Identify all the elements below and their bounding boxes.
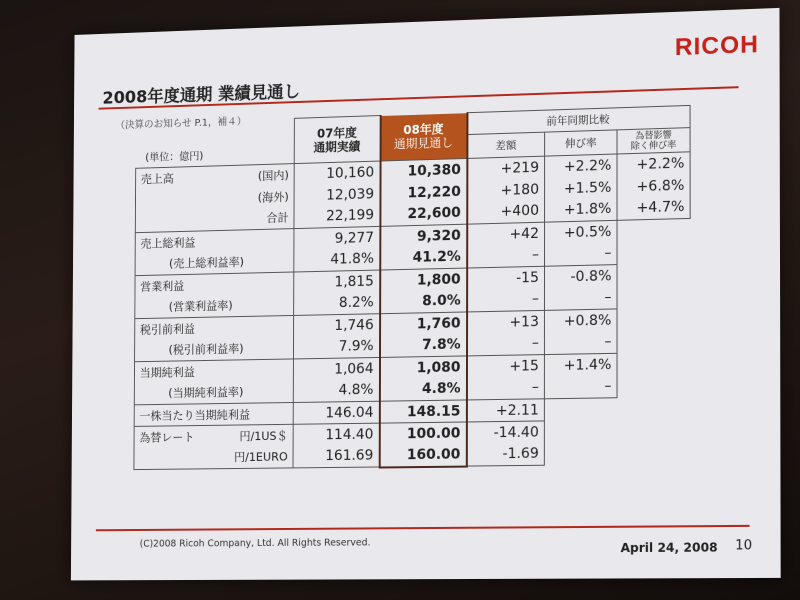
value-diff: -14.40 — [466, 421, 544, 444]
header-07-line2: 通期実績 — [313, 138, 361, 155]
header-fx-line1: 為替影響 — [635, 130, 672, 142]
row-label-wrap — [140, 319, 288, 338]
value-08: 160.00 — [379, 444, 466, 467]
value-rate: +1.4% — [544, 353, 617, 376]
value-fx: +4.7% — [617, 196, 690, 220]
value-07: 161.69 — [293, 445, 379, 468]
row-label-wrap — [140, 253, 288, 272]
value-rate: – — [544, 376, 617, 399]
value-diff: +219 — [467, 156, 545, 180]
value-08: 7.8% — [380, 334, 467, 358]
header-07 — [294, 116, 380, 164]
value-rate: +1.8% — [545, 198, 617, 222]
row-label-wrap — [139, 428, 288, 446]
row-label: 為替レート — [139, 429, 195, 445]
value-fx: +6.8% — [617, 174, 690, 198]
value-diff: +180 — [500, 181, 540, 199]
value-07: 12,039 — [294, 183, 380, 207]
header-diff: 差額 — [467, 132, 545, 158]
value-diff: +400 — [467, 200, 545, 224]
header-07-line1: 07年度 — [317, 125, 357, 141]
row-label-wrap — [140, 275, 288, 294]
row-label-wrap — [141, 188, 289, 208]
value-08: 9,320 — [380, 224, 467, 248]
slide-date: April 24, 2008 — [620, 540, 718, 556]
value-07: 4.8% — [293, 379, 379, 402]
value-08: 22,600 — [380, 202, 467, 226]
value-08: 100.00 — [379, 422, 466, 445]
row-label: 売上総利益 — [140, 235, 196, 251]
value-08: 8.0% — [380, 290, 467, 314]
header-08-line1: 08年度 — [403, 122, 444, 138]
header-fx — [617, 128, 690, 154]
row-sublabel: 円/1US＄ — [239, 428, 288, 444]
header-08 — [380, 113, 467, 161]
value-rate: +0.8% — [544, 309, 617, 333]
header-yoy: 前年同期比較 — [467, 105, 690, 134]
forecast-table — [133, 105, 690, 471]
value-rate: +0.5% — [545, 220, 617, 244]
header-fx-line2: 除く伸び率 — [630, 140, 677, 152]
row-label-wrap — [140, 297, 288, 316]
row-label-cell — [134, 446, 293, 469]
value-07: 7.9% — [293, 336, 379, 359]
page-number: 10 — [735, 538, 753, 554]
value-rate: – — [545, 242, 618, 266]
row-sublabel: 合計 — [266, 210, 289, 226]
row-label: (売上総利益率) — [168, 255, 244, 271]
row-label: 営業利益 — [140, 278, 185, 294]
row-label-wrap — [141, 210, 289, 230]
value-07: 10,160 — [294, 161, 380, 185]
unit-cell — [136, 118, 295, 168]
value-rate: +2.2% — [545, 154, 617, 178]
row-label: (税引前利益率) — [168, 341, 244, 357]
row-label-wrap — [140, 340, 288, 358]
row-label: (当期純利益率) — [168, 385, 244, 401]
row-label: 売上高 — [140, 171, 174, 186]
row-label-wrap — [141, 167, 289, 187]
value-diff: +42 — [467, 222, 545, 246]
copyright-text: (C)2008 Ricoh Company, Ltd. All Rights Reserved. — [139, 537, 371, 550]
row-sublabel: 円/1EURO — [233, 449, 288, 465]
row-label-wrap — [140, 362, 288, 380]
row-label: 当期純利益 — [139, 364, 195, 380]
value-07: 9,277 — [294, 226, 380, 250]
row-label-cell — [134, 424, 293, 448]
value-07: 41.8% — [294, 248, 380, 272]
unit-label: (単位：億円) — [145, 150, 204, 164]
value-08: 4.8% — [379, 378, 466, 401]
value-07: 8.2% — [294, 292, 380, 316]
row-label-cell — [135, 315, 294, 340]
value-rate: +1.5% — [545, 176, 617, 200]
header-rate: 伸び率 — [545, 130, 617, 156]
value-08: 41.2% — [380, 246, 467, 270]
source-note: （決算のお知らせ P.1，補４） — [115, 116, 247, 132]
table-body — [134, 152, 690, 470]
value-diff: +15 — [466, 355, 544, 378]
row-label-cell — [135, 294, 294, 319]
value-07: 1,064 — [293, 357, 379, 380]
value-08: 12,220 — [380, 180, 467, 204]
row-label-wrap — [139, 406, 287, 424]
row-label-cell — [135, 337, 294, 362]
row-label: 税引前利益 — [139, 321, 196, 337]
value-rate: – — [544, 331, 617, 354]
value-07: 1,815 — [294, 270, 380, 294]
presentation-slide — [71, 8, 781, 581]
row-label-wrap — [140, 384, 288, 402]
value-08: 1,080 — [379, 356, 466, 379]
value-08: 1,800 — [380, 268, 467, 292]
value-08: 10,380 — [380, 158, 467, 182]
row-label-cell — [134, 359, 293, 383]
value-07: 22,199 — [294, 205, 380, 229]
footer-divider — [96, 525, 750, 531]
slide-title: 2008年度通期 業績見通し — [102, 82, 301, 109]
header-08-line2: 通期見通し — [393, 135, 454, 152]
row-label-wrap — [140, 232, 288, 251]
row-sublabel: (国内) — [257, 167, 289, 183]
value-07: 1,746 — [294, 314, 380, 337]
row-label-wrap — [139, 449, 288, 466]
value-07: 146.04 — [293, 401, 379, 424]
value-diff: +13 — [467, 310, 545, 334]
row-label: 一株当たり当期純利益 — [139, 407, 251, 423]
row-sublabel: (海外) — [257, 189, 289, 204]
value-diff: – — [467, 244, 545, 268]
value-fx: +2.2% — [617, 152, 690, 176]
value-diff: -15 — [467, 266, 545, 290]
value-diff: – — [467, 332, 545, 355]
value-diff: – — [466, 377, 544, 400]
value-rate: – — [544, 287, 617, 311]
value-08: 148.15 — [379, 400, 466, 423]
value-rate: -0.8% — [544, 265, 617, 289]
row-label: (営業利益率) — [168, 298, 233, 314]
ricoh-logo: RICOH — [674, 30, 760, 62]
value-diff: -1.69 — [466, 443, 544, 466]
row-label-cell — [134, 402, 293, 426]
value-07: 114.40 — [293, 423, 379, 446]
value-diff: +2.11 — [466, 399, 544, 422]
value-diff: – — [467, 288, 545, 312]
value-08: 1,760 — [380, 312, 467, 336]
row-label-cell — [134, 381, 293, 405]
